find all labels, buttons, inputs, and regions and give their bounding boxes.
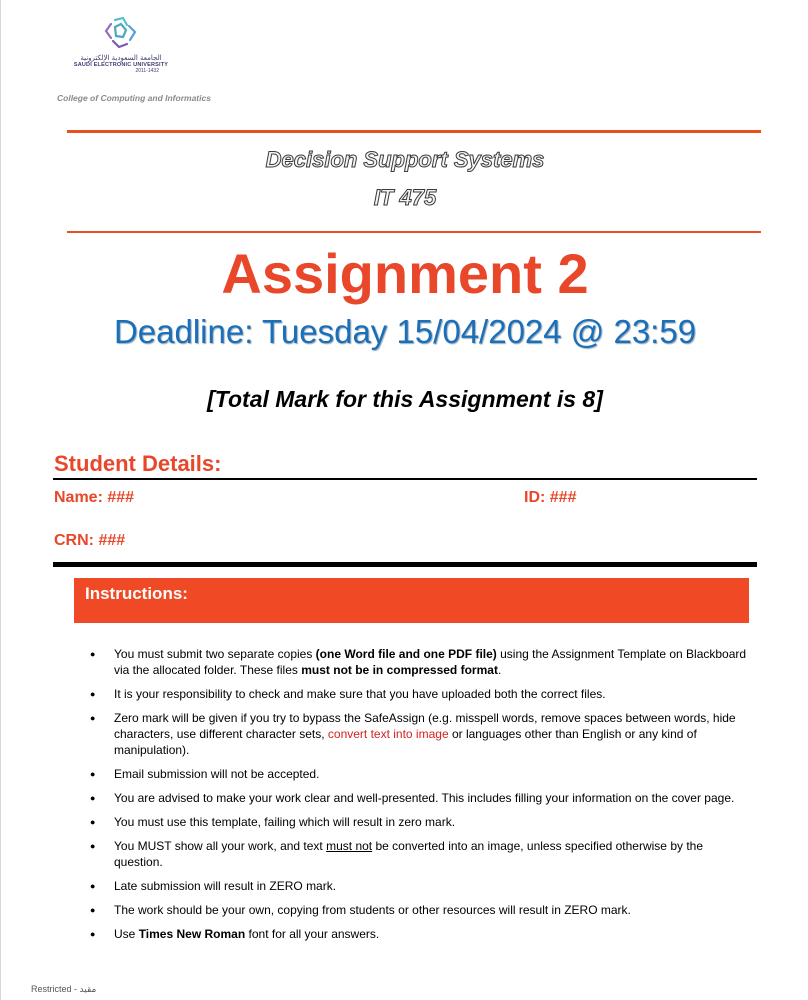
course-title: Decision Support Systems <box>265 147 545 172</box>
logo-english-name: SAUDI ELECTRONIC UNIVERSITY <box>73 62 169 68</box>
top-divider <box>67 130 761 133</box>
crn-field[interactable]: CRN: ### <box>54 532 126 549</box>
student-details-divider <box>53 478 757 480</box>
course-divider <box>67 231 761 233</box>
list-item: ● Email submission will not be accepted. <box>86 766 748 782</box>
list-item: ● Zero mark will be given if you try to bypass the SafeAssign (e.g. misspell words, remove spaces between words, hide characters, use different character sets, convert text into image or languages other than English or any kind of manipulation). <box>86 710 748 758</box>
student-name-field[interactable]: Name: ### <box>54 489 135 506</box>
student-details-heading: Student Details: <box>54 451 222 476</box>
instructions-heading: Instructions: <box>85 584 188 603</box>
course-code: IT 475 <box>373 185 437 210</box>
college-name: College of Computing and Informatics <box>57 93 211 103</box>
assignment-title: Assignment 2 <box>221 242 589 305</box>
logo-arabic-name: الجامعة السعودية الإلكترونية <box>80 54 162 62</box>
university-emblem-icon <box>101 14 141 52</box>
details-bottom-divider <box>53 562 757 567</box>
logo-years: 2011-1432 <box>135 68 159 74</box>
instructions-header <box>74 578 749 623</box>
list-item: ● You must use this template, failing which will result in zero mark. <box>86 814 748 830</box>
classification-label: Restricted - مقيد <box>31 984 97 994</box>
deadline: Deadline: Tuesday 15/04/2024 @ 23:59 <box>113 313 697 350</box>
list-item: ● You must submit two separate copies (one Word file and one PDF file) using the Assignment Template on Blackboard via the allocated folder. These files must not be in compressed format. <box>86 646 748 678</box>
list-item: ● You are advised to make your work clear and well-presented. This includes filling your information on the cover page. <box>86 790 748 806</box>
student-id-field[interactable]: ID: ### <box>524 489 577 506</box>
total-mark: [Total Mark for this Assignment is 8] <box>207 386 603 412</box>
list-item: ● Use Times New Roman font for all your answers. <box>86 926 748 942</box>
university-logo <box>61 14 181 74</box>
list-item: ● Late submission will result in ZERO mark. <box>86 878 748 894</box>
instructions-list <box>86 646 748 950</box>
list-item: ● You MUST show all your work, and text must not be converted into an image, unless specified otherwise by the question. <box>86 838 748 870</box>
list-item: ● It is your responsibility to check and make sure that you have uploaded both the correct files. <box>86 686 748 702</box>
list-item: ● The work should be your own, copying from students or other resources will result in ZERO mark. <box>86 902 748 918</box>
